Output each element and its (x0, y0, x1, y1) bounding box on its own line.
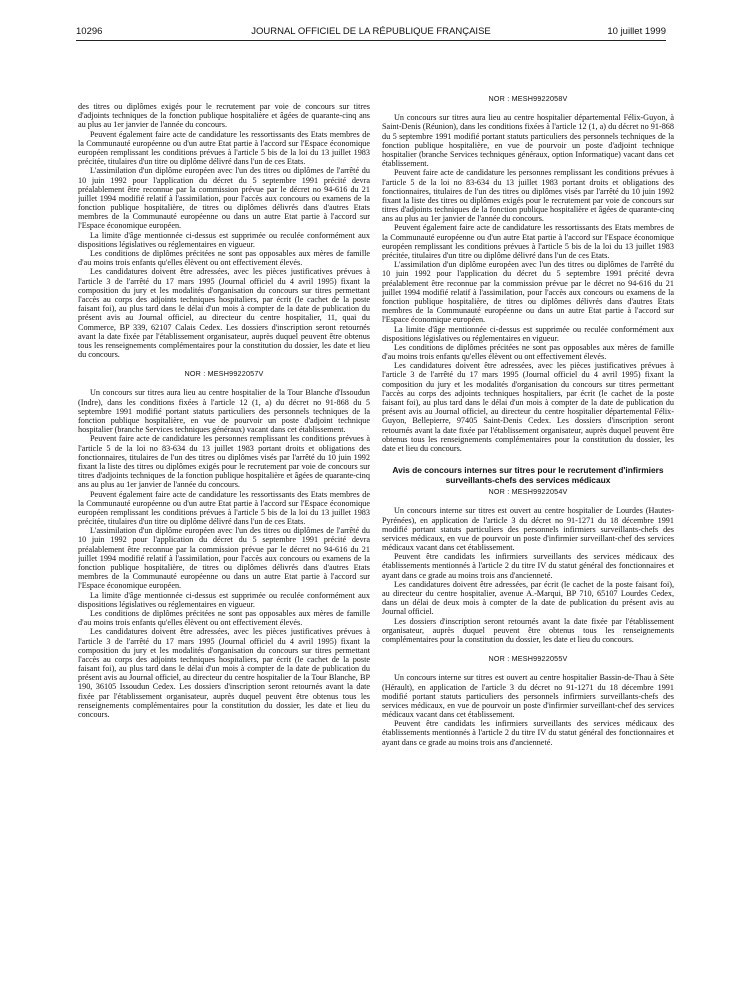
paragraph: Peuvent être candidats les infirmiers surveillants des services médicaux des établissements mentionnés à l'article 2 du titre IV du statut général des fonctionnaires et ayant dans ce grade au moins trois ans d'ancienneté. (382, 719, 674, 747)
paragraph: Peuvent également faire acte de candidature les ressortissants des Etats membres de la Communauté européenne ou d'un autre Etat partie à l'accord sur l'Espace économique européen remplissant les conditions prévues à l'article 5 bis de la loi du 13 juillet 1983 précitée, titulaires d'un titre ou diplôme délivré dans l'un de ces Etats. (78, 129, 370, 167)
paragraph: Les candidatures doivent être adressées, avec les pièces justificatives prévues à l'article 3 de l'arrêté du 17 mars 1995 (Journal officiel du 4 avril 1995) fixant la composition du jury et les modalités d'organisation du concours sur titres permettant l'accès au corps des adjoints techniques hospitaliers, par écrit (le cachet de la poste faisant foi), au plus tard dans le délai d'un mois à compter de la date de publication du présent avis au Journal officiel, au directeur du centre hospitalier, 11, quai du Commerce, BP 339, 62107 Calais Cedex. Les dossiers d'inscription seront retournés avant la date fixée par l'établissement organisateur, auprès duquel peuvent être obtenus tous les renseignements complémentaires pour la constitution du dossier, les date et lieu du concours. (78, 267, 370, 360)
paragraph: Les conditions de diplômes précitées ne sont pas opposables aux mères de famille d'au moins trois enfants qu'elles élèvent ou ont effectivement élevés. (382, 342, 674, 362)
right-column (382, 94, 674, 994)
paragraph: des titres ou diplômes exigés pour le recrutement par voie de concours sur titres d'adjoints techniques de la fonction publique hospitalière et âgées de quarante-cinq ans au plus au 1er janvier de l'année du concours. (78, 102, 370, 130)
paragraph: La limite d'âge mentionnée ci-dessus est supprimée ou reculée conformément aux dispositions législatives ou réglementaires en vigueur. (382, 324, 674, 343)
paragraph: Les dossiers d'inscription seront retournés avant la date fixée par l'établissement organisateur, auprès duquel peuvent être obtenus tous les renseignements complémentaires pour la constitution du dossier, les date et lieu du concours. (382, 616, 674, 644)
issue-date: 10 juillet 1999 (607, 26, 666, 37)
journal-title: JOURNAL OFFICIEL DE LA RÉPUBLIQUE FRANÇAISE (251, 26, 491, 37)
page-header (76, 24, 666, 40)
section-title: Avis de concours internes sur titres pour le recrutement d'infirmiers surveillants-chefs des services médicaux (392, 465, 664, 486)
page-number: 10296 (76, 26, 103, 37)
paragraph: La limite d'âge mentionnée ci-dessus est supprimée ou reculée conformément aux dispositions législatives ou réglementaires en vigueur. (78, 230, 370, 249)
paragraph: Les candidatures doivent être adressées, avec les pièces justificatives prévues à l'article 3 de l'arrêté du 17 mars 1995 (Journal officiel du 4 avril 1995) fixant la composition du jury et les modalités d'organisation du concours sur titres permettant l'accès au corps des adjoints techniques hospitaliers, par écrit (le cachet de la poste faisant foi), au plus tard dans le délai d'un mois à compter de la date de publication du présent avis au Journal officiel, au directeur du centre hospitalier de la Tour Blanche, BP 190, 36105 Issoudun Cedex. Les dossiers d'inscription seront retournés avant la date fixée par l'établissement organisateur, auprès duquel peuvent être obtenus tous les renseignements complémentaires pour la constitution du dossier, les date et lieu du concours. (78, 627, 370, 719)
paragraph: Les candidatures doivent être adressées, par écrit (le cachet de la poste faisant foi), au directeur du centre hospitalier, avenue A.-Marqui, BP 710, 65107 Lourdes Cedex, dans un délai de deux mois à compter de la date de publication du présent avis au Journal officiel. (382, 579, 674, 617)
paragraph: L'assimilation d'un diplôme européen avec l'un des titres ou diplômes de l'arrêté du 10 juin 1992 pour l'application du décret du 5 septembre 1991 précité devra préalablement être reconnue par la commission prévue par le décret no 94-616 du 21 juillet 1994 modifié relatif à l'assimilation, pour l'accès aux concours ou examens de la fonction publique hospitalière, de titres ou diplômes délivrés dans d'autres Etats membres de la Communauté européenne ou dans un autre Etat partie à l'accord sur l'Espace économique européen. (382, 260, 674, 325)
paragraph: L'assimilation d'un diplôme européen avec l'un des titres ou diplômes de l'arrêté du 10 juin 1992 pour l'application du décret du 5 septembre 1991 précité devra préalablement être reconnue par la commission prévue par le décret no 94-616 du 21 juillet 1994 modifié relatif à l'assimilation, pour l'accès aux concours ou examens de la fonction publique hospitalière, de titres ou diplômes délivrés dans d'autres Etats membres de la Communauté européenne ou dans un autre Etat partie à l'accord sur l'Espace économique européen. (78, 526, 370, 591)
nor-reference: NOR : MESH9922055V (488, 654, 568, 664)
paragraph: Les candidatures doivent être adressées, avec les pièces justificatives prévues à l'article 3 de l'arrêté du 17 mars 1995 (Journal officiel du 4 avril 1995) fixant la composition du jury et les modalités d'organisation du concours sur titres permettant l'accès au corps des adjoints techniques hospitaliers, par écrit (le cachet de la poste faisant foi), au plus tard dans le délai d'un mois à compter de la date de publication du présent avis au Journal officiel, au directeur du centre hospitalier départemental Félix-Guyon, Bellepierre, 97405 Saint-Denis Cedex. Les dossiers d'inscription seront retournés avant la date fixée par l'établissement organisateur, auprès duquel peuvent être obtenus tous les renseignements complémentaires pour la constitution du dossier, les date et lieu du concours. (382, 361, 674, 453)
paragraph: Peuvent être candidats les infirmiers surveillants des services médicaux des établissements mentionnés à l'article 2 du titre IV du statut général des fonctionnaires et ayant dans ce grade au moins trois ans d'ancienneté. (382, 552, 674, 580)
paragraph: Les conditions de diplômes précitées ne sont pas opposables aux mères de famille d'au moins trois enfants qu'elles élèvent ou ont effectivement élevés. (78, 608, 370, 628)
paragraph: Peuvent également faire acte de candidature les ressortissants des Etats membres de la Communauté européenne ou d'un autre Etat partie à l'accord sur l'Espace économique européen remplissant les conditions prévues à l'article 5 bis de la loi du 13 juillet 1983 précitée, titulaires d'un titre ou diplôme délivré dans l'un de ces Etats. (382, 223, 674, 260)
nor-reference: NOR : MESH9922057V (184, 369, 264, 379)
nor-reference: NOR : MESH9922058V (488, 94, 568, 103)
paragraph: L'assimilation d'un diplôme européen avec l'un des titres ou diplômes de l'arrêté du 10 juin 1992 pour l'application du décret du 5 septembre 1991 précité devra préalablement être reconnue par la commission prévue par le décret no 94-616 du 21 juillet 1994 modifié relatif à l'assimilation, pour l'accès aux concours ou examens de la fonction publique hospitalière, de titres ou diplômes délivrés dans d'autres Etats membres de la Communauté européenne ou dans un autre Etat partie à l'accord sur l'Espace économique européen. (78, 166, 370, 231)
paragraph: Un concours interne sur titres est ouvert au centre hospitalier de Lourdes (Hautes-Pyrénées), en application de l'article 3 du décret no 91-1271 du 18 décembre 1991 modifié portant statuts particuliers des personnels infirmiers surveillants-chefs des services médicaux, en vue de pourvoir un poste d'infirmier surveillant-chef des services médicaux vacant dans cet établissement. (382, 506, 674, 553)
header-rule (76, 40, 666, 41)
nor-reference: NOR : MESH9922054V (488, 487, 568, 497)
paragraph: Un concours interne sur titres est ouvert au centre hospitalier Bassin-de-Thau à Sète (Hérault), en application de l'article 3 du décret no 91-1271 du 18 décembre 1991 modifié portant statuts particuliers des personnels infirmiers surveillants-chefs des services médicaux, en vue de pourvoir un poste d'infirmier surveillant-chef des services médicaux vacant dans cet établissement. (382, 673, 674, 720)
left-column (78, 102, 370, 1002)
paragraph: Peuvent faire acte de candidature les personnes remplissant les conditions prévues à l'article 5 de la loi no 83-634 du 13 juillet 1983 portant droits et obligations des fonctionnaires, titulaires de l'un des titres ou diplômes visés par l'arrêté du 10 juin 1992 fixant la liste des titres ou diplômes exigés pour le recrutement par voie de concours sur titres d'adjoints techniques de la fonction publique hospitalière et âgées de quarante-cinq ans au plus au 1er janvier de l'année du concours. (382, 168, 674, 224)
paragraph: Peuvent également faire acte de candidature les ressortissants des Etats membres de la Communauté européenne ou d'un autre Etat partie à l'accord sur l'Espace économique européen remplissant les conditions prévues à l'article 5 bis de la loi du 13 juillet 1983 précitée, titulaires d'un titre ou diplôme délivré dans l'un de ces Etats. (78, 489, 370, 527)
paragraph: Les conditions de diplômes précitées ne sont pas opposables aux mères de famille d'au moins trois enfants qu'elles élèvent ou ont effectivement élevés. (78, 249, 370, 268)
paragraph: Un concours sur titres aura lieu au centre hospitalier de la Tour Blanche d'Issoudun (Indre), dans les conditions fixées à l'article 12 (1, a) du décret no 91-868 du 5 septembre 1991 modifié portant statuts particuliers des personnels techniques de la fonction publique hospitalière, en vue de pourvoir un poste d'adjoint technique hospitalier (branche Services techniques généraux) vacant dans cet établissement. (78, 388, 370, 435)
paragraph: La limite d'âge mentionnée ci-dessus est supprimée ou reculée conformément aux dispositions législatives ou réglementaires en vigueur. (78, 590, 370, 609)
paragraph: Un concours sur titres aura lieu au centre hospitalier départemental Félix-Guyon, à Saint-Denis (Réunion), dans les conditions fixées à l'article 12 (1, a) du décret no 91-868 du 5 septembre 1991 modifié portant statuts particuliers des personnels techniques de la fonction publique hospitalière, en vue de pourvoir un poste d'adjoint technique hospitalier (branche Services techniques généraux, option Informatique) vacant dans cet établissement. (382, 113, 674, 169)
paragraph: Peuvent faire acte de candidature les personnes remplissant les conditions prévues à l'article 5 de la loi no 83-634 du 13 juillet 1983 portant droits et obligations des fonctionnaires, titulaires de l'un des titres ou diplômes visés par l'arrêté du 10 juin 1992 fixant la liste des titres ou diplômes exigés pour le recrutement par voie de concours sur titres d'adjoints techniques de la fonction publique hospitalière et âgées de quarante-cinq ans au plus au 1er janvier de l'année du concours. (78, 434, 370, 490)
